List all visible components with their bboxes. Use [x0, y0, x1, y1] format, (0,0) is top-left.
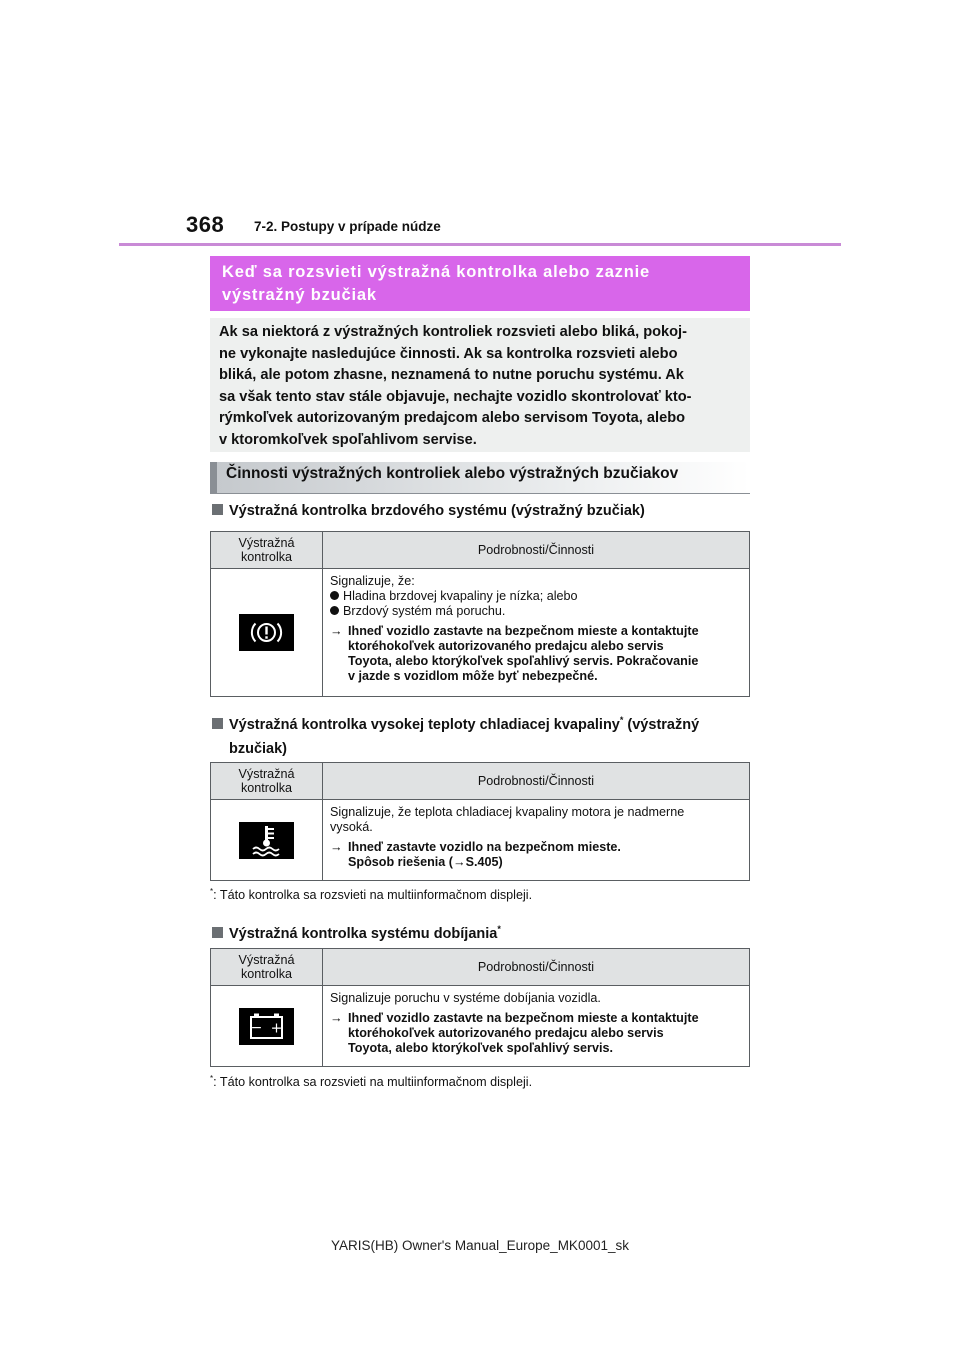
- footnote-text: : Táto kontrolka sa rozsvieti na multiinformačnom displeji.: [213, 1075, 533, 1090]
- action-line: Toyota, alebo ktorýkoľvek spoľahlivý servis.: [348, 1041, 613, 1055]
- header-divider: [119, 243, 841, 246]
- square-bullet-icon: [212, 927, 223, 938]
- intro-line: v ktoromkoľvek spoľahlivom servise.: [219, 431, 477, 448]
- detail-line: Signalizuje, že teplota chladiacej kvapaliny motora je nadmerne: [330, 805, 685, 819]
- page-reference: S.405): [465, 855, 503, 869]
- col-header-line: Výstražná: [238, 953, 295, 967]
- action-line: v jazde s vozidlom môže byť nebezpečné.: [348, 669, 598, 683]
- battery-charging-icon: [239, 1008, 294, 1045]
- action-line: Ihneď vozidlo zastavte na bezpečnom mieste a kontaktujte: [348, 624, 699, 638]
- action-text: [330, 1011, 743, 1056]
- section-heading-brake: [212, 500, 752, 522]
- table-header-row: [211, 949, 750, 986]
- arrow-icon: →: [330, 840, 343, 854]
- subsection-header: Činnosti výstražných kontroliek alebo výstražných bzučiakov: [210, 462, 750, 494]
- icon-cell: [211, 986, 323, 1067]
- section-heading-text: Výstražná kontrolka vysokej teploty chladiacej kvapaliny: [229, 716, 620, 733]
- table-row: [211, 800, 750, 881]
- col-header-details: Podrobnosti/Činnosti: [323, 763, 750, 800]
- action-text: [330, 624, 743, 684]
- square-bullet-icon: [212, 718, 223, 729]
- action-text: [330, 840, 743, 870]
- section-title: 7-2. Postupy v prípade núdze: [254, 219, 441, 234]
- action-line: Spôsob riešenia (: [348, 855, 453, 869]
- action-line: Toyota, alebo ktorýkoľvek spoľahlivý servis. Pokračovanie: [348, 654, 699, 668]
- col-header-warning-light: [211, 532, 323, 569]
- icon-cell: [211, 569, 323, 697]
- page-number: 368: [186, 212, 225, 237]
- arrow-icon: →: [452, 855, 466, 869]
- section-heading-text: (výstražný: [623, 716, 700, 733]
- footnote-marker: *: [497, 924, 501, 934]
- square-bullet-icon: [212, 504, 223, 515]
- footnote-charging: [210, 1074, 532, 1089]
- arrow-icon: →: [330, 1011, 343, 1025]
- footnote-coolant: [210, 887, 532, 902]
- section-heading-charging: [212, 918, 752, 945]
- col-header-warning-light: [211, 763, 323, 800]
- table-row: [211, 986, 750, 1067]
- col-header-line: Výstražná: [238, 536, 295, 550]
- coolant-temperature-icon: [239, 822, 294, 859]
- intro-box: [210, 318, 750, 452]
- col-header-line: Výstražná: [238, 767, 295, 781]
- brake-warning-icon: [239, 614, 294, 651]
- warning-table-coolant: [210, 762, 750, 881]
- warning-table-charging: [210, 948, 750, 1067]
- detail-bullet: [330, 589, 743, 604]
- section-heading-text: Výstražná kontrolka brzdového systému (výstražný bzučiak): [229, 503, 645, 519]
- arrow-icon: →: [330, 624, 343, 638]
- bullet-dot-icon: [330, 591, 339, 600]
- col-header-warning-light: [211, 949, 323, 986]
- intro-line: Ak sa niektorá z výstražných kontroliek rozsvieti alebo bliká, pokoj-: [219, 324, 687, 340]
- table-header-row: [211, 763, 750, 800]
- footnote-marker: *: [619, 715, 624, 725]
- footnote-marker: *: [210, 1074, 214, 1083]
- col-header-line: kontrolka: [240, 550, 293, 564]
- intro-line: sa však tento stav stále objavuje, nechajte vozidlo skontrolovať kto-: [219, 388, 692, 405]
- intro-line: rýmkoľvek autorizovaným predajcom alebo servisom Toyota, alebo: [219, 410, 686, 427]
- col-header-details: Podrobnosti/Činnosti: [323, 532, 750, 569]
- section-heading-coolant: [212, 708, 752, 761]
- section-heading-text: Výstražná kontrolka systému dobíjania: [229, 925, 498, 942]
- manual-footer: YARIS(HB) Owner's Manual_Europe_MK0001_sk: [331, 1238, 629, 1253]
- details-cell: [323, 986, 750, 1067]
- detail-bullet-text: Hladina brzdovej kvapaliny je nízka; alebo: [343, 589, 578, 603]
- intro-line: ne vykonajte nasledujúce činnosti. Ak sa kontrolka rozsvieti alebo: [219, 345, 678, 362]
- details-cell: [323, 569, 750, 697]
- col-header-line: kontrolka: [240, 781, 293, 795]
- details-cell: [323, 800, 750, 881]
- detail-intro: Signalizuje, že:: [330, 574, 415, 588]
- table-row: [211, 569, 750, 697]
- battery-minus-sign: −: [250, 1019, 263, 1036]
- action-line: Ihneď vozidlo zastavte na bezpečnom mieste a kontaktujte: [348, 1011, 699, 1025]
- topic-title-line-2: výstražný bzučiak: [222, 286, 377, 304]
- action-line: Ihneď zastavte vozidlo na bezpečnom mieste.: [348, 840, 621, 854]
- col-header-line: kontrolka: [240, 967, 293, 981]
- intro-line: bliká, ale potom zhasne, neznamená to nutne poruchu systému. Ak: [219, 367, 684, 384]
- icon-cell: [211, 800, 323, 881]
- action-line: ktoréhokoľvek autorizovaného predajcu alebo servis: [348, 639, 664, 653]
- detail-line: vysoká.: [330, 820, 373, 834]
- action-line: ktoréhokoľvek autorizovaného predajcu alebo servis: [348, 1026, 664, 1040]
- col-header-details: Podrobnosti/Činnosti: [323, 949, 750, 986]
- footnote-marker: *: [210, 887, 214, 896]
- detail-bullet-text: Brzdový systém má poruchu.: [343, 604, 506, 618]
- topic-title-line-1: Keď sa rozsvieti výstražná kontrolka alebo zaznie: [222, 263, 650, 281]
- section-heading-text: bzučiak): [229, 740, 288, 757]
- battery-plus-sign: +: [270, 1020, 283, 1036]
- footnote-text: : Táto kontrolka sa rozsvieti na multiinformačnom displeji.: [213, 888, 533, 903]
- warning-table-brake: [210, 531, 750, 697]
- detail-bullet: [330, 604, 743, 619]
- detail-line: Signalizuje poruchu v systéme dobíjania vozidla.: [330, 991, 601, 1005]
- table-header-row: [211, 532, 750, 569]
- bullet-dot-icon: [330, 606, 339, 615]
- topic-title-box: [210, 256, 750, 311]
